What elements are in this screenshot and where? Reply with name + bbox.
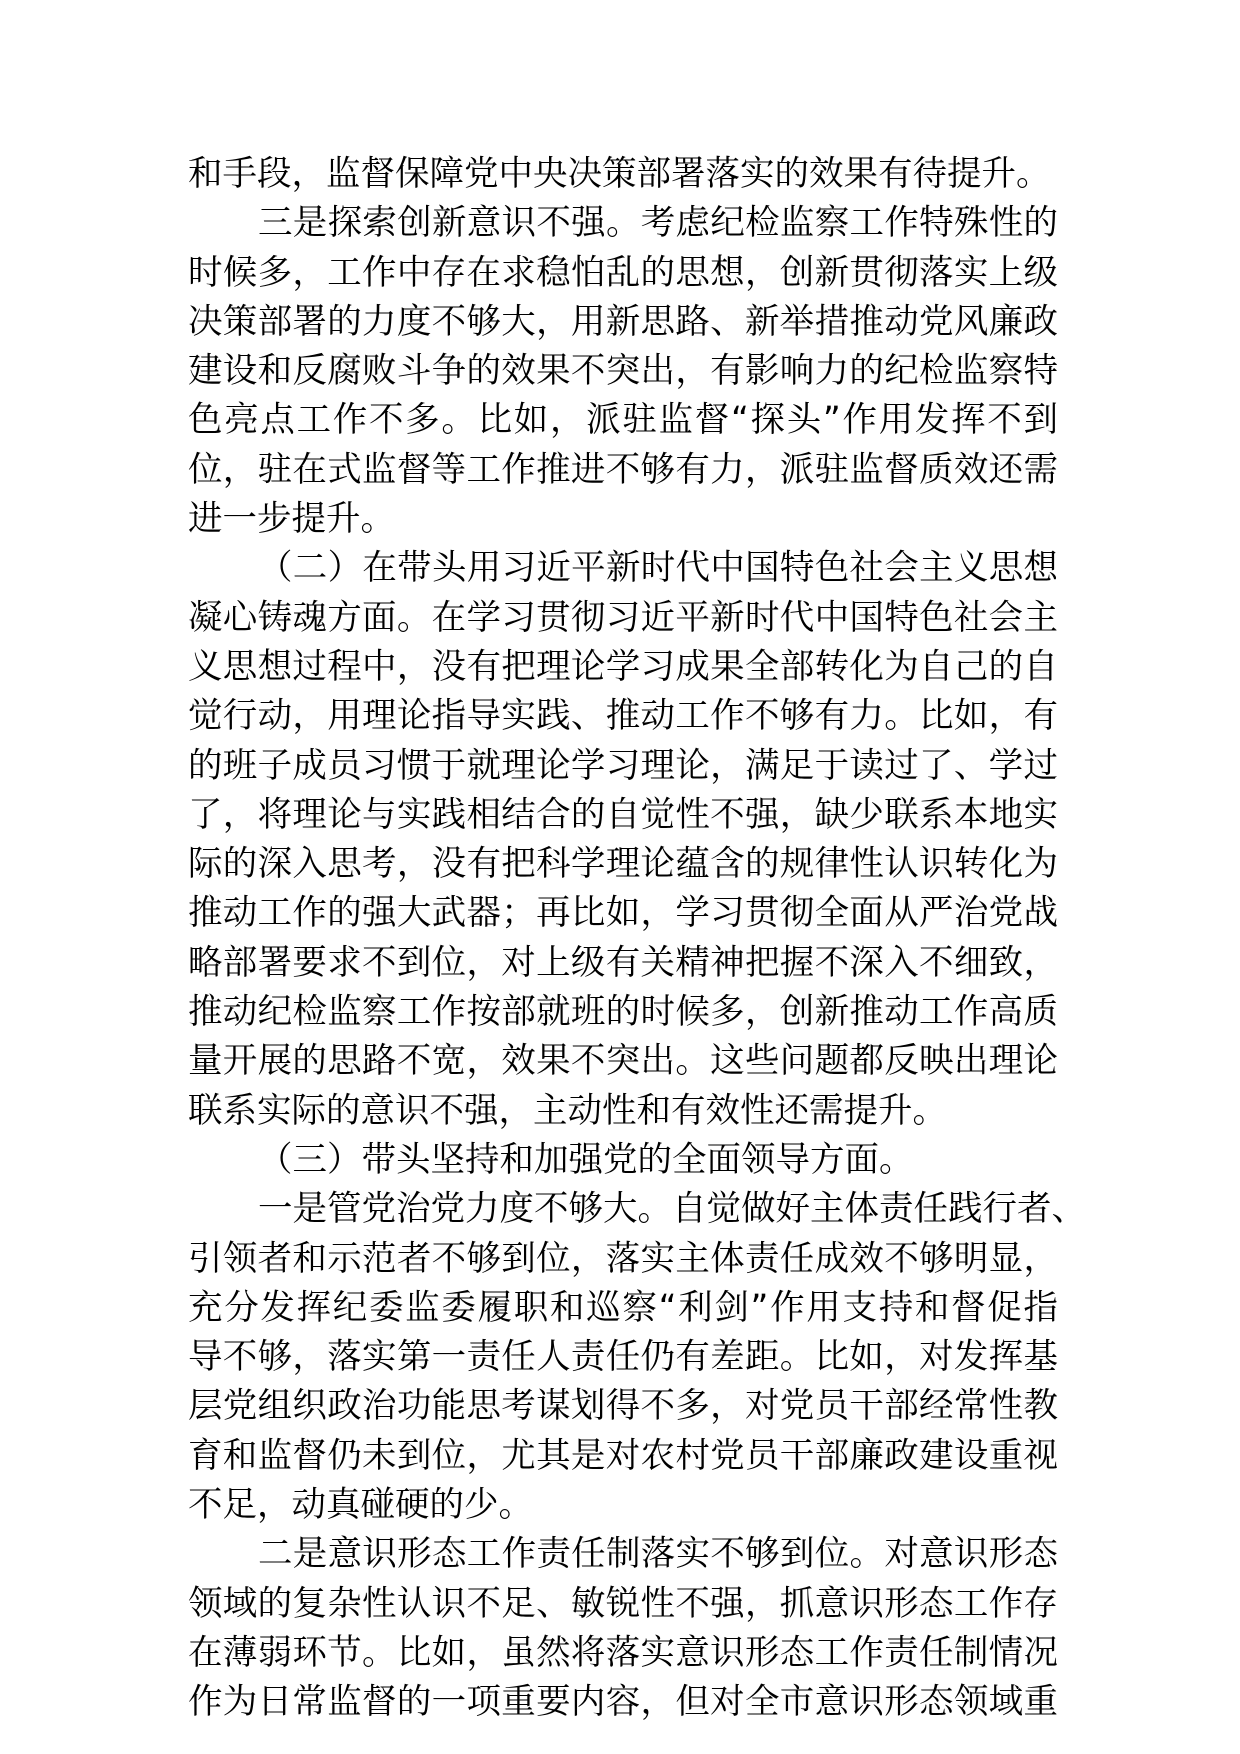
text-line: 和手段，监督保障党中央决策部署落实的效果有待提升。 (188, 154, 1051, 194)
paragraph (188, 1530, 1058, 1727)
text-line: 导不够，落实第一责任人责任仍有差距。比如，对发挥基 (188, 1337, 1058, 1378)
text-line: 推动工作的强大武器；再比如，学习贯彻全面从严治党战 (188, 893, 1058, 934)
text-line: （三）带头坚持和加强党的全面领导方面。 (258, 1139, 914, 1180)
paragraph (188, 1136, 1058, 1185)
text-line: 育和监督仍未到位，尤其是对农村党员干部廉政建设重视 (188, 1435, 1058, 1476)
text-line: 了，将理论与实践相结合的自觉性不强，缺少联系本地实 (188, 794, 1058, 835)
text-line: 量开展的思路不宽，效果不突出。这些问题都反映出理论 (188, 1041, 1058, 1082)
text-line: 时候多，工作中存在求稳怕乱的思想，创新贯彻落实上级 (188, 252, 1058, 293)
text-line: 位，驻在式监督等工作推进不够有力，派驻监督质效还需 (188, 449, 1058, 490)
text-line: （二）在带头用习近平新时代中国特色社会主义思想 (258, 548, 1058, 589)
text-line: 不足，动真碰硬的少。 (188, 1485, 533, 1526)
text-line: 二是意识形态工作责任制落实不够到位。对意识形态 (258, 1534, 1058, 1575)
paragraph (188, 1185, 1086, 1530)
text-line: 层党组织政治功能思考谋划得不多，对党员干部经常性教 (188, 1386, 1058, 1427)
paragraph (188, 150, 1058, 199)
text-line: 际的深入思考，没有把科学理论蕴含的规律性认识转化为 (188, 844, 1058, 885)
text-line: 在薄弱环节。比如，虽然将落实意识形态工作责任制情况 (188, 1632, 1058, 1673)
document-body (188, 150, 1086, 1728)
text-line: 联系实际的意识不强，主动性和有效性还需提升。 (188, 1090, 947, 1131)
text-line: 引领者和示范者不够到位，落实主体责任成效不够明显， (188, 1238, 1058, 1279)
text-line: 三是探索创新意识不强。考虑纪检监察工作特殊性的 (258, 203, 1058, 244)
text-line: 一是管党治党力度不够大。自觉做好主体责任践行者、 (258, 1189, 1086, 1230)
text-line: 义思想过程中，没有把理论学习成果全部转化为自己的自 (188, 646, 1058, 687)
paragraph (188, 544, 1058, 1136)
text-line: 进一步提升。 (188, 499, 395, 540)
text-line: 作为日常监督的一项重要内容，但对全市意识形态领域重 (188, 1682, 1058, 1723)
text-line: 推动纪检监察工作按部就班的时候多，创新推动工作高质 (188, 992, 1058, 1033)
text-line: 色亮点工作不多。比如，派驻监督“探头”作用发挥不到 (188, 400, 1058, 441)
text-line: 充分发挥纪委监委履职和巡察“利剑”作用支持和督促指 (188, 1287, 1058, 1328)
text-line: 领域的复杂性认识不足、敏锐性不强，抓意识形态工作存 (188, 1583, 1058, 1624)
text-line: 凝心铸魂方面。在学习贯彻习近平新时代中国特色社会主 (188, 597, 1058, 638)
text-line: 略部署要求不到位，对上级有关精神把握不深入不细致， (188, 942, 1058, 983)
text-line: 决策部署的力度不够大，用新思路、新举措推动党风廉政 (188, 301, 1058, 342)
text-line: 觉行动，用理论指导实践、推动工作不够有力。比如，有 (188, 696, 1058, 737)
text-line: 的班子成员习惯于就理论学习理论，满足于读过了、学过 (188, 745, 1058, 786)
text-line: 建设和反腐败斗争的效果不突出，有影响力的纪检监察特 (188, 351, 1058, 392)
paragraph (188, 199, 1058, 544)
